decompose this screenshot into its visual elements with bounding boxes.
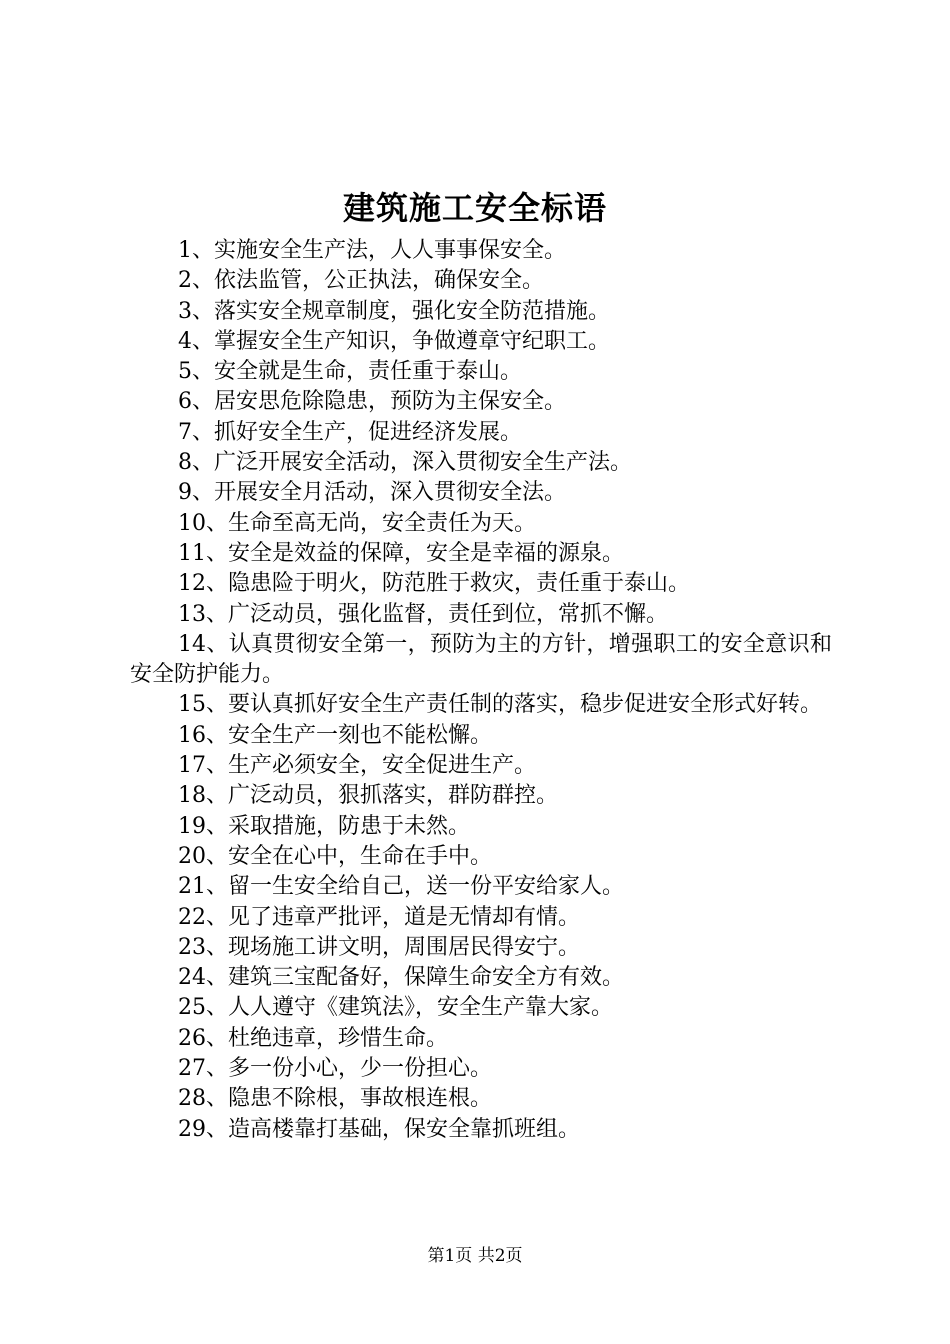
- list-item: 25、人人遵守《建筑法》，安全生产靠大家。: [178, 995, 613, 1021]
- list-item: 1、实施安全生产法，人人事事保安全。: [178, 238, 566, 263]
- list-item: 23、现场施工讲文明，周围居民得安宁。: [178, 934, 580, 960]
- list-item: 6、居安思危除隐患，预防为主保安全。: [178, 389, 566, 415]
- list-item: 29、造高楼靠打基础，保安全靠抓班组。: [178, 1116, 580, 1142]
- list-item: 22、见了违章严批评，道是无情却有情。: [178, 904, 580, 930]
- list-item: 28、隐患不除根，事故根连根。: [178, 1086, 492, 1112]
- page-number: 第1页 共2页: [427, 1246, 523, 1266]
- list-item: 19、采取措施，防患于未然。: [178, 813, 470, 839]
- slogan-list: [130, 236, 832, 1145]
- document-title: 建筑施工安全标语: [342, 189, 607, 227]
- list-item: 4、掌握安全生产知识，争做遵章守纪职工。: [178, 328, 610, 354]
- list-item: 11、安全是效益的保障，安全是幸福的源泉。: [178, 540, 624, 566]
- list-item: 15、要认真抓好安全生产责任制的落实，稳步促进安全形式好转。: [178, 692, 822, 718]
- list-item: 13、广泛动员，强化监督，责任到位，常抓不懈。: [178, 601, 668, 627]
- list-item: 21、留一生安全给自己，送一份平安给家人。: [178, 874, 624, 900]
- list-item: 2、依法监管，公正执法，确保安全。: [178, 268, 544, 294]
- list-item: 16、安全生产一刻也不能松懈。: [178, 722, 492, 748]
- list-item: 17、生产必须安全，安全促进生产。: [178, 753, 536, 779]
- list-item: 26、杜绝违章，珍惜生命。: [178, 1025, 448, 1051]
- list-item: 7、抓好安全生产，促进经济发展。: [178, 419, 522, 445]
- list-item: 18、广泛动员，狠抓落实，群防群控。: [178, 783, 558, 809]
- list-item: 5、安全就是生命，责任重于泰山。: [178, 359, 522, 385]
- list-item: 10、生命至高无尚，安全责任为天。: [178, 510, 536, 536]
- list-item: 8、广泛开展安全活动，深入贯彻安全生产法。: [178, 450, 632, 476]
- list-item: 14、认真贯彻安全第一，预防为主的方针，增强职工的安全意识和安全防护能力。: [130, 631, 832, 688]
- list-item: 12、隐患险于明火，防范胜于救灾，责任重于泰山。: [178, 571, 690, 597]
- list-item: 3、落实安全规章制度，强化安全防范措施。: [178, 298, 610, 324]
- list-item: 20、安全在心中，生命在手中。: [178, 843, 492, 869]
- list-item: 27、多一份小心，少一份担心。: [178, 1056, 492, 1082]
- list-item: 9、开展安全月活动，深入贯彻安全法。: [178, 480, 566, 506]
- list-item: 24、建筑三宝配备好，保障生命安全方有效。: [178, 965, 624, 991]
